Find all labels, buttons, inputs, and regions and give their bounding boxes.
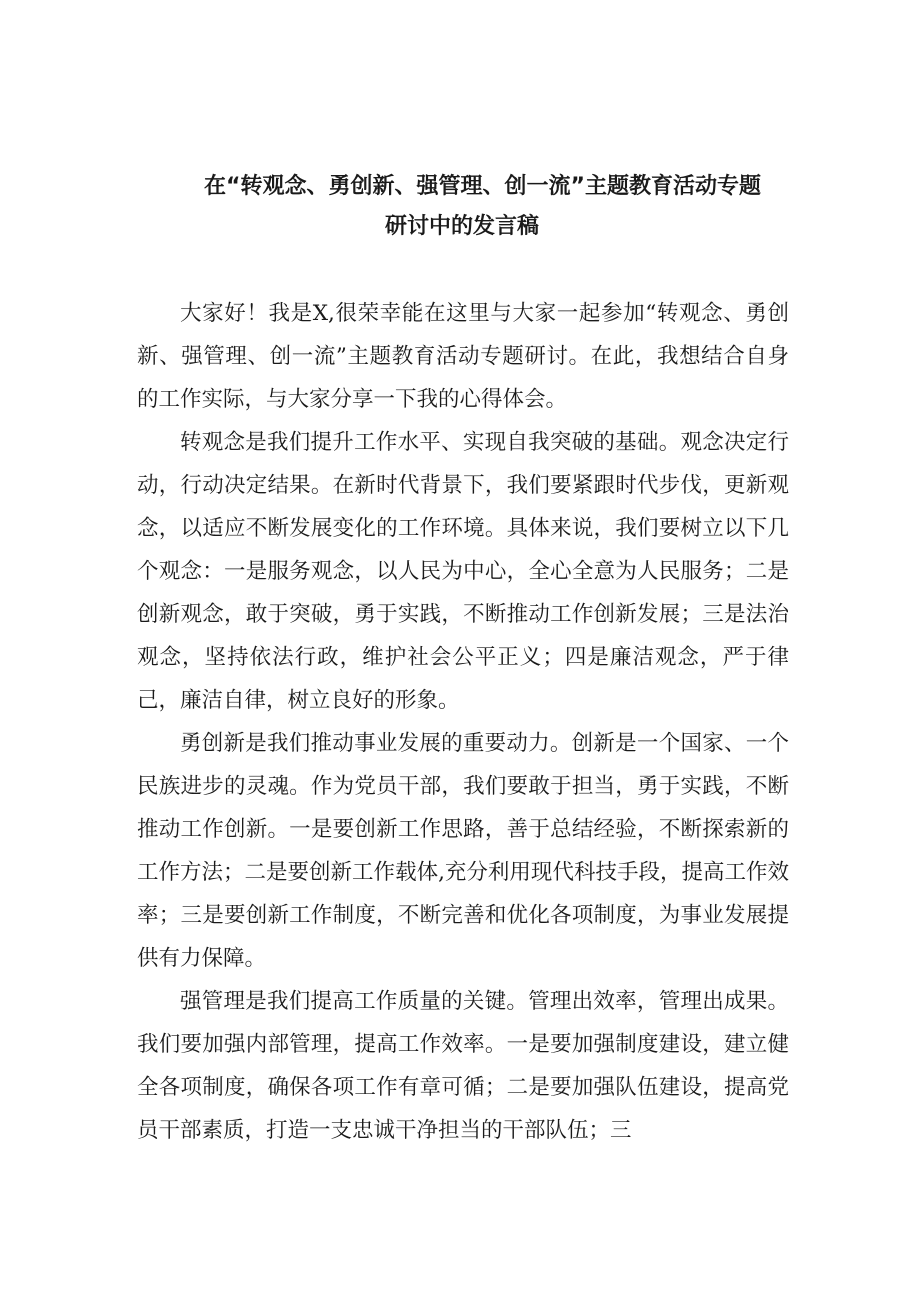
document-body <box>137 292 789 1152</box>
document-title <box>0 167 920 247</box>
paragraph-management: 强管理是我们提高工作质量的关键。管理出效率，管理出成果。我们要加强内部管理，提高工作效率。一是要加强制度建设，建立健全各项制度，确保各项工作有章可循；二是要加强队伍建设，提高党员干部素质，打造一支忠诚干净担当的干部队伍；三 <box>137 989 789 1143</box>
paragraph-change-concept: 转观念是我们提升工作水平、实现自我突破的基础。观念决定行动，行动决定结果。在新时代背景下，我们要紧跟时代步伐，更新观念，以适应不断发展变化的工作环境。具体来说，我们要树立以下几个观念：一是服务观念，以人民为中心，全心全意为人民服务；二是创新观念，敢于突破，勇于实践，不断推动工作创新发展；三是法治观念，坚持依法行政，维护社会公平正义；四是廉洁观念，严于律己，廉洁自律，树立良好的形象。 <box>137 430 789 713</box>
title-line-1: 在“转观念、勇创新、强管理、创一流”主题教育活动专题 <box>204 174 761 199</box>
title-line-2: 研讨中的发言稿 <box>384 214 539 239</box>
paragraph-greeting: 大家好！我是X,很荣幸能在这里与大家一起参加“转观念、勇创新、强管理、创一流”主题教育活动专题研讨。在此，我想结合自身的工作实际，与大家分享一下我的心得体会。 <box>137 301 789 412</box>
paragraph-innovation: 勇创新是我们推动事业发展的重要动力。创新是一个国家、一个民族进步的灵魂。作为党员干部，我们要敢于担当，勇于实践，不断推动工作创新。一是要创新工作思路，善于总结经验，不断探索新的工作方法；二是要创新工作载体,充分利用现代科技手段，提高工作效率；三是要创新工作制度，不断完善和优化各项制度，为事业发展提供有力保障。 <box>137 731 789 971</box>
